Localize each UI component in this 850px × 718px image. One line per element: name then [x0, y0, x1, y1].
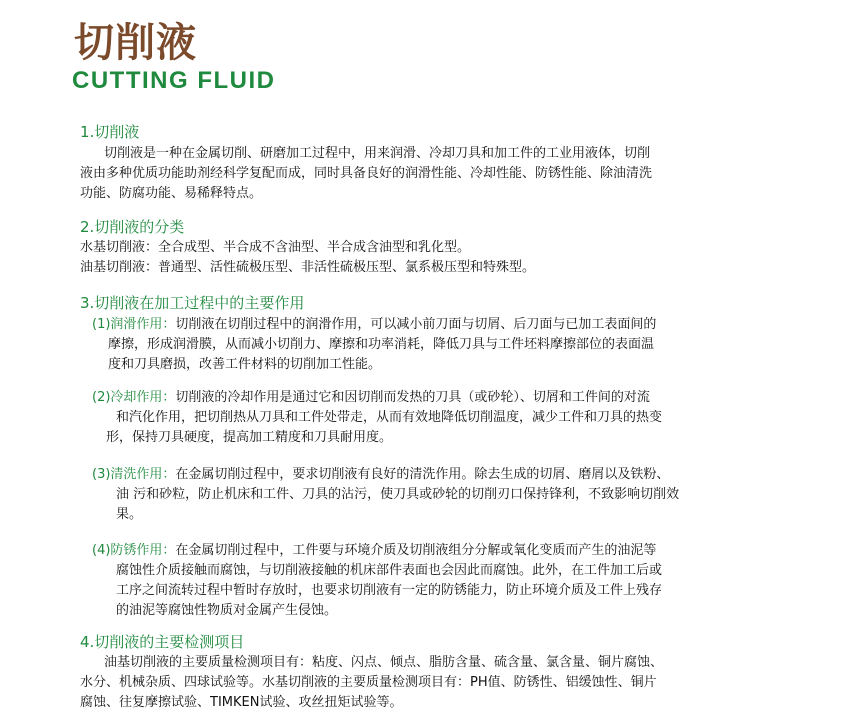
- item-line: 油 污和砂粒，防止机床和工件、刀具的沾污，使刀具或砂轮的切削刃口保持锋利，不致影响切削效: [116, 487, 680, 502]
- section-heading-4: 4.切削液的主要检测项目: [80, 633, 245, 651]
- section-heading-1: 1.切削液: [80, 123, 140, 141]
- page-subtitle: CUTTING FLUID: [72, 67, 276, 94]
- item-line: 的油泥等腐蚀性物质对金属产生侵蚀。: [116, 603, 338, 618]
- item-line: 形，保持刀具硬度，提高加工精度和刀具耐用度。: [106, 430, 393, 445]
- item-label-rust-prevention: (4)防锈作用：: [92, 543, 176, 558]
- item-line: 摩擦，形成润滑膜，从而减小切削力、摩擦和功率消耗，降低刀具与工件坯料摩擦部位的表面温: [108, 337, 655, 352]
- item-line: 和汽化作用，把切削热从刀具和工件处带走，从而有效地降低切削温度，减少工件和刀具的热变: [116, 410, 663, 425]
- paragraph-line: 功能、防腐功能、易稀释特点。: [80, 186, 263, 201]
- paragraph-line: 腐蚀、往复摩擦试验、TIMKEN试验、攻丝扭矩试验等。: [80, 695, 403, 710]
- item-line: 度和刀具磨损，改善工件材料的切削加工性能。: [108, 357, 382, 372]
- item-line: 果。: [116, 507, 143, 522]
- item-label-cleaning: (3)清洗作用：: [92, 467, 176, 482]
- page-title: 切削液: [74, 20, 197, 66]
- item-line-1: (4)防锈作用：在金属切削过程中，工件要与环境介质及切削液组分分解或氧化变质而产生的油泥等: [92, 543, 657, 558]
- item-line: 腐蚀性介质接触而腐蚀，与切削液接触的机床部件表面也会因此而腐蚀。此外，在工件加工后或: [116, 563, 663, 578]
- item-line-1: (1)润滑作用：切削液在切削过程中的润滑作用，可以减小前刀面与切屑、后刀面与已加工表面间的: [92, 317, 657, 332]
- paragraph-line: 油基切削液：普通型、活性硫极压型、非活性硫极压型、氯系极压型和特殊型。: [80, 260, 536, 275]
- paragraph-line: 水基切削液：全合成型、半合成不含油型、半合成含油型和乳化型。: [80, 240, 471, 255]
- item-line-1: (2)冷却作用：切削液的冷却作用是通过它和因切削而发热的刀具（或砂轮）、切屑和工件间的对流: [92, 390, 650, 405]
- item-line-1: (3)清洗作用：在金属切削过程中，要求切削液有良好的清洗作用。除去生成的切屑、磨屑以及铁粉、: [92, 467, 670, 482]
- item-label-lubrication: (1)润滑作用：: [92, 317, 176, 332]
- section-heading-2: 2.切削液的分类: [80, 218, 185, 236]
- paragraph-line: 水分、机械杂质、四球试验等。水基切削液的主要质量检测项目有：PH值、防锈性、铝缓蚀性、铜片: [80, 675, 657, 690]
- paragraph-line: 油基切削液的主要质量检测项目有：粘度、闪点、倾点、脂肪含量、硫含量、氯含量、铜片腐蚀、: [104, 655, 664, 670]
- paragraph-line: 切削液是一种在金属切削、研磨加工过程中，用来润滑、冷却刀具和加工件的工业用液体，切削: [104, 146, 651, 161]
- paragraph-line: 液由多种优质功能助剂经科学复配而成，同时具备良好的润滑性能、冷却性能、防锈性能、除油清洗: [80, 166, 653, 181]
- item-line: 工序之间流转过程中暂时存放时，也要求切削液有一定的防锈能力，防止环境介质及工件上残存: [116, 583, 663, 598]
- item-label-cooling: (2)冷却作用：: [92, 390, 176, 405]
- section-heading-3: 3.切削液在加工过程中的主要作用: [80, 294, 305, 312]
